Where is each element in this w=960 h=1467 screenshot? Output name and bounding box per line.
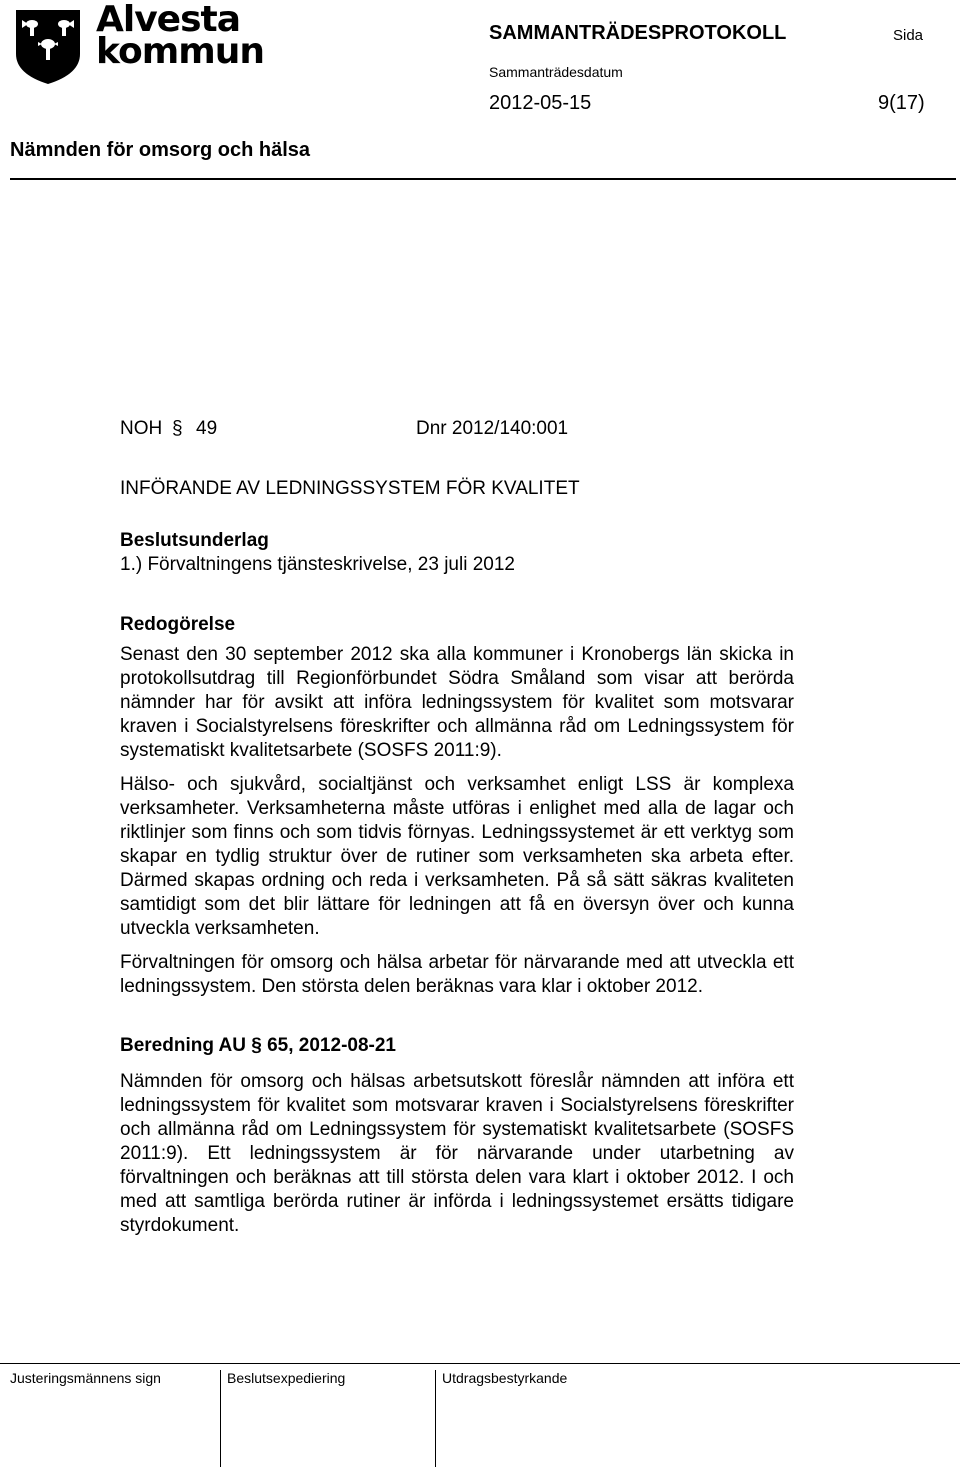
decision-dispatch-label: Beslutsexpediering [227, 1370, 346, 1386]
adjusters-signature-label: Justeringsmännens sign [10, 1370, 161, 1386]
preparation-paragraph-sign: § [251, 1035, 262, 1056]
paragraph-sign: § [172, 418, 183, 439]
preparation-heading-prefix: Beredning AU [120, 1035, 246, 1056]
page-number: 9(17) [878, 92, 925, 114]
adjusters-signature-field [0, 1370, 220, 1467]
logo-line-2: kommun [96, 31, 264, 72]
meeting-date-label: Sammanträdesdatum [489, 64, 623, 80]
logo-wordmark [96, 0, 264, 72]
document-type: SAMMANTRÄDESPROTOKOLL [489, 22, 787, 44]
minutes-body [120, 418, 794, 1238]
report-paragraph-1: Senast den 30 september 2012 ska alla kommuner i Kronobergs län skicka in protokollsutdrag till Regionförbundet Södra Småland som visar att berörda nämnder har för avsikt att införa ledningssystem för kvalitet som motsvarar kraven i Socialstyrelsens föreskrifter och allmänna råd om Ledningssystem för systematiskt kvalitetsarbete (SOSFS 2011:9). [120, 644, 794, 761]
footer-divider [0, 1363, 960, 1364]
page-label: Sida [893, 27, 924, 44]
basis-item: 1.) Förvaltningens tjänsteskrivelse, 23 juli 2012 [120, 554, 515, 575]
case-reference [120, 418, 794, 442]
preparation-paragraph: Nämnden för omsorg och hälsas arbetsutskott föreslår nämnden att införa ett ledningssystem för kvalitet som motsvarar kraven i Socialstyrelsens föreskrifter och allmänna råd om Ledningssystem för systematiskt kvalitetsarbete (SOSFS 2011:9). Ett ledningssystem är för närvarande under utarbetning av förvaltningen och beräknas att till största delen vara klart i oktober 2012. I och med att samtliga berörda rutiner är införda i ledningssystemet ersätts tidigare styrdokument. [120, 1071, 794, 1236]
committee-name: Nämnden för omsorg och hälsa [10, 139, 311, 161]
extract-certification-field [435, 1370, 960, 1467]
noh-number: 49 [196, 418, 218, 439]
header-divider [10, 178, 956, 180]
case-title: INFÖRANDE AV LEDNINGSSYSTEM FÖR KVALITET [120, 478, 580, 499]
report-heading: Redogörelse [120, 614, 236, 635]
decision-dispatch-field [220, 1370, 435, 1467]
preparation-heading [120, 1034, 794, 1058]
logo-line-1: Alvesta [96, 0, 241, 40]
noh-label: NOH [120, 418, 163, 439]
extract-certification-label: Utdragsbestyrkande [442, 1370, 568, 1386]
report-paragraph-2: Hälso- och sjukvård, socialtjänst och verksamhet enligt LSS är komplexa verksamheter. Verksamheterna måste utföras i enlighet med alla de lagar och riktlinjer som finns och som tidvis förnyas. Ledningssystemet är ett verktyg som skapar en tydlig struktur över de rutiner som verksamheten ska arbeta efter. Därmed skapas ordning och reda i verksamheten. På så sätt säkras kvaliteten samtidigt som det blir lättare för ledningen att få en översyn över och kunna utveckla verksamheten. [120, 774, 794, 939]
report-paragraph-3: Förvaltningen för omsorg och hälsa arbetar för närvarande med att utveckla ett ledningssystem. Den största delen beräknas vara klar i oktober 2012. [120, 952, 794, 997]
basis-heading: Beslutsunderlag [120, 530, 269, 551]
case-dnr: Dnr 2012/140:001 [416, 418, 569, 439]
municipal-crest-icon [12, 6, 84, 86]
preparation-heading-suffix: 65, 2012-08-21 [267, 1035, 396, 1056]
meeting-date: 2012-05-15 [489, 92, 592, 114]
